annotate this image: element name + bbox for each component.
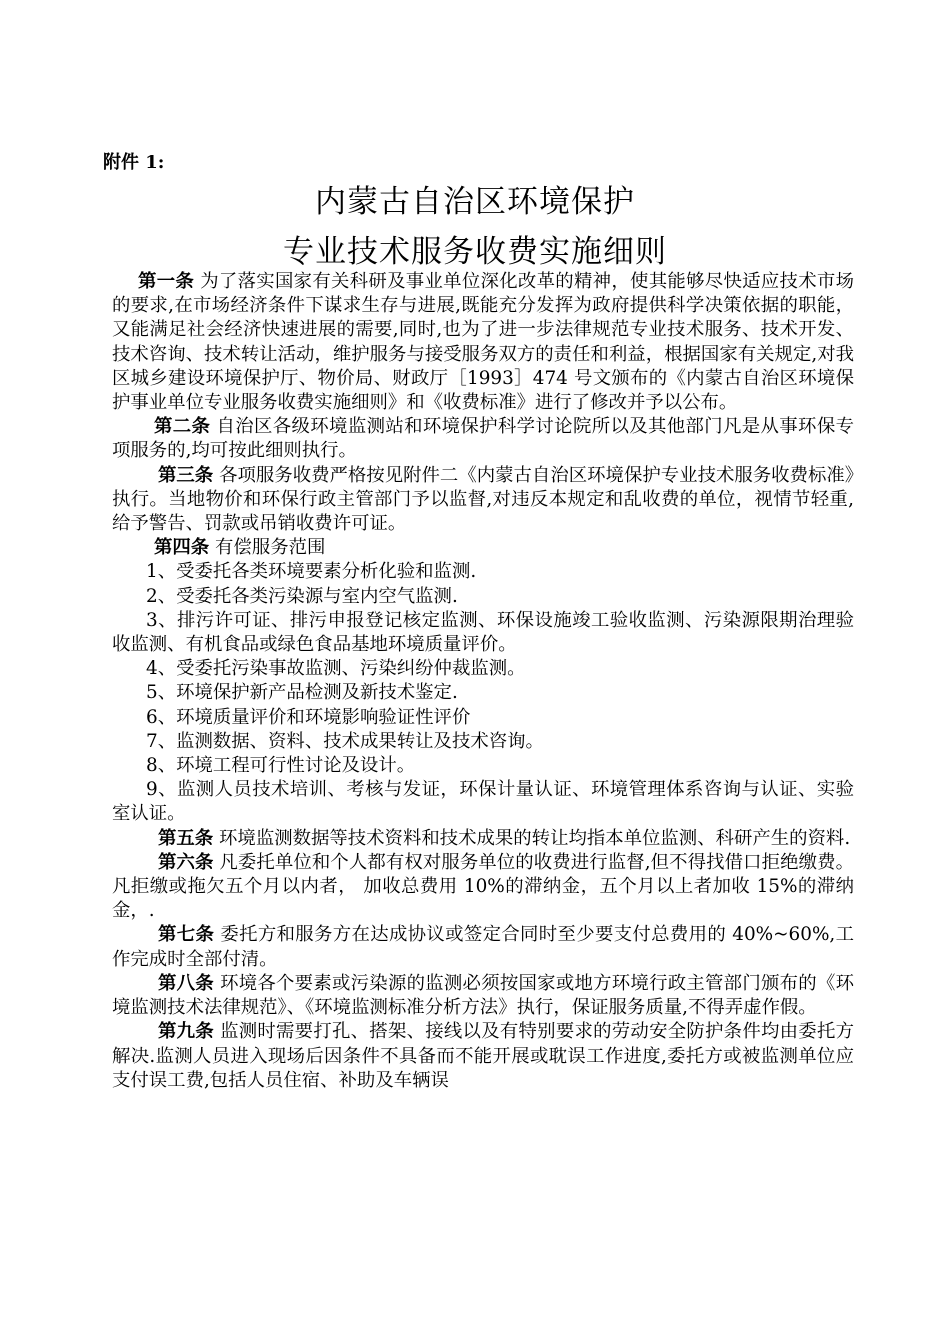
document-body: [112, 270, 854, 1093]
article-text: 环境各个要素或污染源的监测必须按国家或地方环境行政主管部门颁布的《环境监测技术法律规范》、《环境监测标准分析方法》执行，保证服务质量,不得弄虚作假。: [112, 972, 854, 1019]
scope-item: 4、受委托污染事故监测、污染纠纷仲裁监测。: [146, 658, 526, 680]
article-3: [112, 464, 854, 537]
scope-item: 5、环境保护新产品检测及新技术鉴定.: [146, 682, 458, 704]
article-2: [112, 415, 854, 463]
article-label: 第一条: [138, 271, 195, 292]
article-label: 第五条: [158, 827, 214, 849]
article-text: 凡委托单位和个人都有权对服务单位的收费进行监督,但不得找借口拒绝缴费。凡拒缴或拖欠五个月以内者， 加收总费用 10%的滞纳金，五个月以上者加收 15%的滞纳金，.: [112, 851, 854, 922]
scope-item: 7、监测数据、资料、技术成果转让及技术咨询。: [146, 730, 544, 752]
article-text: 环境监测数据等技术资料和技术成果的转让均指本单位监测、科研产生的资料.: [213, 827, 851, 849]
scope-item: 2、受委托各类污染源与室内空气监测.: [146, 585, 458, 607]
article-text: 自治区各级环境监测站和环境保护科学讨论院所以及其他部门凡是从事环保专项服务的,均可按此细则执行。: [112, 416, 854, 462]
article-label: 第四条: [154, 537, 210, 559]
article-label: 第六条: [158, 851, 214, 873]
scope-item: 9、监测人员技术培训、考核与发证，环保计量认证、环境管理体系咨询与认证、实验室认证。: [112, 779, 854, 825]
document-title-line-1: 内蒙古自治区环境保护: [315, 184, 635, 220]
article-text: 为了落实国家有关科研及事业单位深化改革的精神，使其能够尽快适应技术市场的要求,在市场经济条件下谋求生存与进展,既能充分发挥为政府提供科学决策依据的职能，又能满足社会经济快速进展的需要,同时,也为了进一步法律规范专业技术服务、技术开发、技术咨询、技术转让活动，维护服务与接受服务双方的责任和利益，根据国家有关规定,对我区城乡建设环境保护厅、物价局、财政厅［1993］474 号文颁布的《内蒙古自治区环境保护事业单位专业服务收费实施细则》和《收费标准》进行了修改并予以公布。: [112, 271, 854, 414]
article-4: [112, 536, 854, 560]
article-label: 第三条: [158, 464, 214, 486]
article-text: 监测时需要打孔、搭架、接线以及有特别要求的劳动安全防护条件均由委托方解决.监测人员进入现场后因条件不具备而不能开展或耽误工作进度,委托方或被监测单位应支付误工费,包括人员住宿、补助及车辆误: [112, 1021, 854, 1091]
article-1: [112, 270, 854, 415]
article-text: 委托方和服务方在达成协议或签定合同时至少要支付总费用的 40%~60%,工作完成时全部付清。: [112, 924, 854, 970]
scope-item: 1、受委托各类环境要素分析化验和监测.: [146, 561, 477, 583]
article-label: 第七条: [158, 924, 215, 946]
document-title-line-2: 专业技术服务收费实施细则: [283, 234, 667, 270]
article-label: 第二条: [154, 416, 211, 438]
article-7: [112, 923, 854, 971]
scope-item: 8、环境工程可行性讨论及设计。: [146, 755, 416, 777]
article-text: 有偿服务范围: [209, 537, 326, 559]
attachment-label: 附件 1:: [103, 152, 165, 173]
scope-item: 3、排污许可证、排污申报登记核定监测、环保设施竣工验收监测、污染源限期治理验收监测、有机食品或绿色食品基地环境质量评价。: [112, 609, 854, 656]
article-label: 第八条: [158, 972, 214, 994]
article-5: [112, 827, 854, 851]
scope-item: 6、环境质量评价和环境影响验证性评价: [146, 706, 471, 728]
article-text: 各项服务收费严格按见附件二《内蒙古自治区环境保护专业技术服务收费标准》执行。当地物价和环保行政主管部门予以监督,对违反本规定和乱收费的单位，视情节轻重,给予警告、罚款或吊销收费许可证。: [112, 464, 854, 535]
article-label: 第九条: [158, 1021, 214, 1043]
article-9: [112, 1020, 854, 1093]
article-6: [112, 851, 854, 924]
article-8: [112, 972, 854, 1020]
